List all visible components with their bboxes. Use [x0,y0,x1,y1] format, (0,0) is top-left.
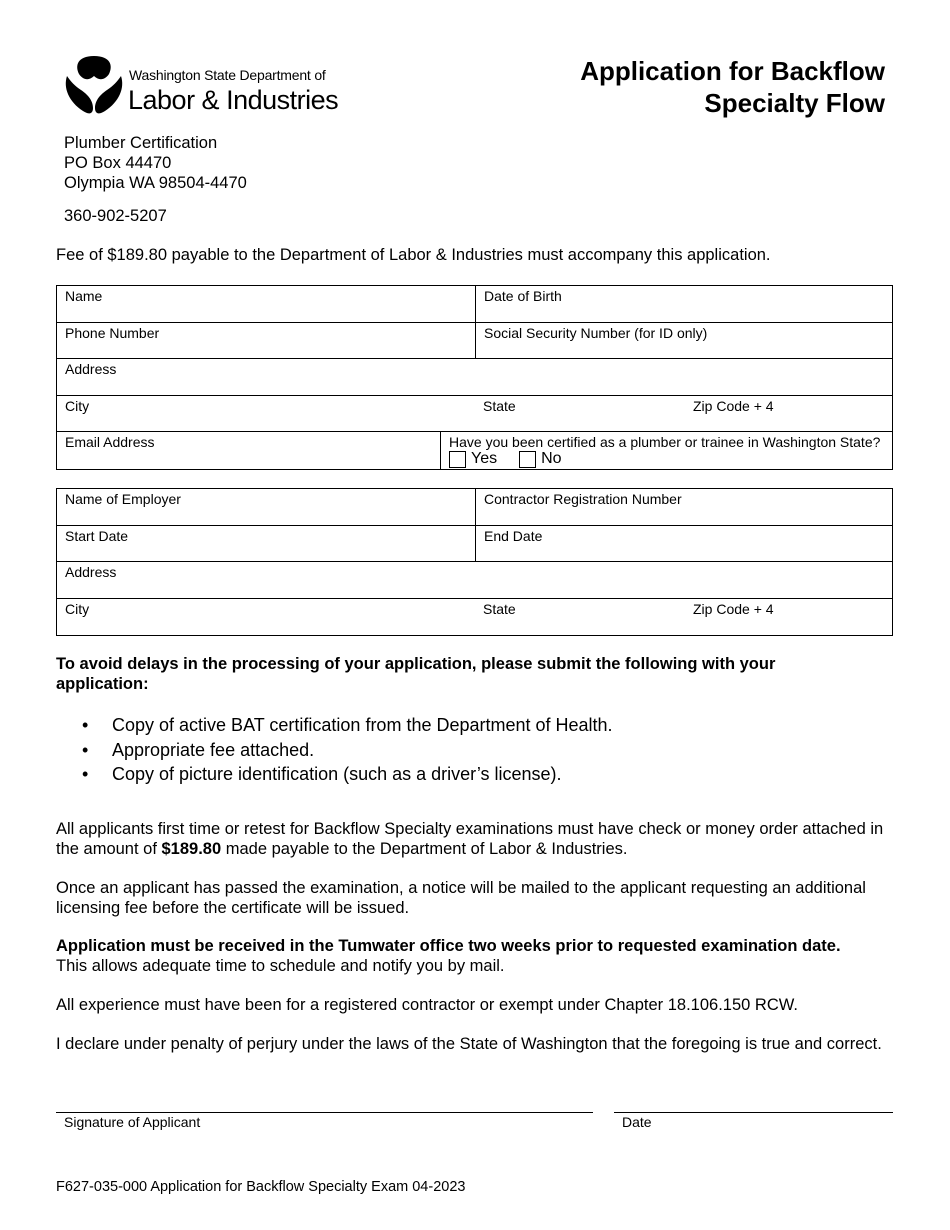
fee-paragraph-text: All applicants first time or retest for Backflow Specialty examinations must have check or money order attached in the amount of [56,820,884,858]
list-item: • Copy of active BAT certification from the Department of Health. [82,713,613,738]
signature-label: Signature of Applicant [64,1114,201,1130]
fee-paragraph [56,819,901,859]
employer-state-field[interactable] [475,599,685,636]
city-field[interactable] [57,396,475,432]
form-row [57,323,892,360]
mailing-line: Olympia WA 98504-4470 [64,174,247,192]
list-item: • Appropriate fee attached. [82,738,613,763]
agency-logo [63,54,343,118]
certified-question [440,432,892,469]
deadline-text: This allows adequate time to schedule and notify you by mail. [56,957,505,975]
form-title-line1: Application for Backflow [580,56,885,86]
licensing-paragraph: Once an applicant has passed the examination, a notice will be mailed to the applicant requesting an additional licensing fee before the certificate will be issued. [56,879,866,917]
no-label: No [541,450,562,467]
employer-city-label: City [65,600,90,617]
agency-name-line1: Washington State Department of [129,67,326,83]
form-row [57,359,892,396]
ssn-label: Social Security Number (for ID only) [484,324,708,341]
form-id: F627-035-000 Application for Backflow Specialty Exam 04-2023 [56,1179,466,1195]
zip-label: Zip Code + 4 [693,397,774,414]
ssn-field[interactable] [475,323,892,359]
submission-instructions: To avoid delays in the processing of your application, please submit the following with your application: [56,655,776,693]
city-label: City [65,397,90,414]
end-date-label: End Date [484,527,543,544]
contractor-reg-field[interactable] [475,489,892,525]
form-title-line2: Specialty Flow [704,88,885,118]
form-row [57,396,892,433]
form-row [57,286,892,323]
form-title [580,55,885,119]
employer-zip-label: Zip Code + 4 [693,600,774,617]
yes-checkbox[interactable] [449,451,466,468]
form-row [57,562,892,599]
dob-label: Date of Birth [484,288,562,304]
name-label: Name [65,288,103,304]
list-item: • Copy of picture identification (such as a driver’s license). [82,762,613,787]
contact-phone: 360-902-5207 [64,207,167,225]
form-row [57,489,892,526]
state-label: State [483,397,516,414]
phone-number-label: Phone Number [65,324,160,341]
employer-city-field[interactable] [57,599,475,636]
employer-zip-field[interactable] [685,599,892,636]
dob-field[interactable] [475,286,892,322]
fee-note: Fee of $189.80 payable to the Department of Labor & Industries must accompany this application. [56,246,771,264]
email-label: Email Address [65,434,155,450]
certified-options [449,450,562,468]
start-date-label: Start Date [65,527,129,544]
date-label: Date [622,1114,652,1130]
mailing-line: PO Box 44470 [64,154,172,172]
declaration-paragraph: I declare under penalty of perjury under the laws of the State of Washington that the foregoing is true and correct. [56,1035,882,1053]
employer-form [56,488,893,636]
employer-address-field[interactable] [57,562,892,598]
applicant-form [56,285,893,470]
address-field[interactable] [57,359,892,395]
lni-logo-icon [63,54,125,118]
fee-amount: $189.80 [161,840,222,858]
employer-state-label: State [483,600,516,617]
form-row [57,599,892,636]
certified-question-label: Have you been certified as a plumber or trainee in Washington State? [449,434,881,450]
start-date-field[interactable] [57,526,475,562]
end-date-field[interactable] [475,526,892,562]
employer-field[interactable] [57,489,475,525]
mailing-address [64,133,247,193]
email-field[interactable] [57,432,440,469]
state-field[interactable] [475,396,685,432]
experience-paragraph: All experience must have been for a registered contractor or exempt under Chapter 18.106.150 RCW. [56,996,798,1014]
contractor-reg-label: Contractor Registration Number [484,491,682,507]
signature-line[interactable] [56,1112,593,1113]
name-field[interactable] [57,286,475,322]
address-label: Address [65,361,117,377]
mailing-line: Plumber Certification [64,134,218,152]
employer-address-label: Address [65,564,117,580]
form-row [57,432,892,469]
requirements-list [82,713,613,787]
no-checkbox[interactable] [519,451,536,468]
form-row [57,526,892,563]
phone-number-field[interactable] [57,323,475,359]
date-line[interactable] [614,1112,893,1113]
fee-paragraph-text: made payable to the Department of Labor & Industries. [221,840,628,858]
employer-label: Name of Employer [65,491,181,507]
zip-field[interactable] [685,396,892,432]
agency-name-line2: Labor & Industries [128,85,339,115]
deadline-paragraph [56,936,901,976]
deadline-emphasis: Application must be received in the Tumwater office two weeks prior to requested examination date. [56,937,841,955]
yes-label: Yes [471,450,498,467]
